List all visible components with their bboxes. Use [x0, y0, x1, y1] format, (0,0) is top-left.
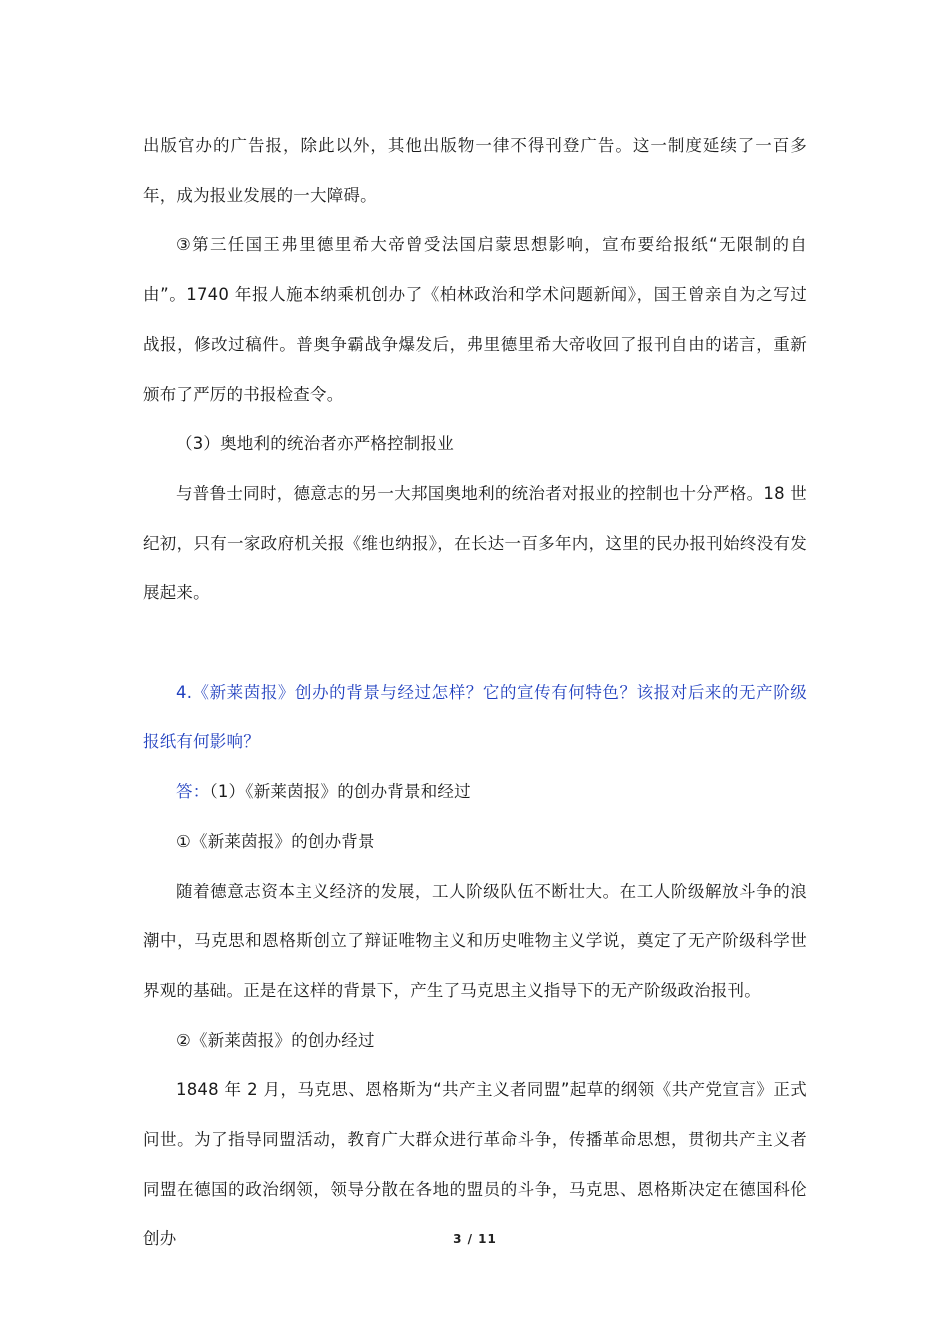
answer-heading: [143, 767, 807, 817]
subheading-founding: ②《新莱茵报》的创办经过: [176, 1030, 375, 1050]
question-4: 4.《新莱茵报》创办的背景与经过怎样？它的宣传有何特色？该报对后来的无产阶级报纸有何影响？: [143, 682, 807, 752]
section-heading-austria: （3）奥地利的统治者亦严格控制报业: [176, 434, 454, 454]
subheading-background: ①《新莱茵报》的创办背景: [176, 831, 375, 851]
page-content: [143, 121, 807, 1264]
spacer: [143, 618, 807, 668]
paragraph-founding: 1848 年 2 月，马克思、恩格斯为“共产主义者同盟”起草的纲领《共产党宣言》正式问世。为了指导同盟活动，教育广大群众进行革命斗争，传播革命思想，贯彻共产主义者同盟在德国的政治纲领，领导分散在各地的盟员的斗争，马克思、恩格斯决定在德国科伦创办: [143, 1080, 807, 1249]
paragraph-frederick-the-great: ③第三任国王弗里德里希大帝曾受法国启蒙思想影响，宣布要给报纸“无限制的自由”。1740 年报人施本纳乘机创办了《柏林政治和学术问题新闻》，国王曾亲自为之写过战报，修改过稿件。普奥争霸战争爆发后，弗里德里希大帝收回了报刊自由的诺言，重新颁布了严厉的书报检查令。: [143, 235, 807, 404]
paragraph-austria-press: 与普鲁士同时，德意志的另一大邦国奥地利的统治者对报业的控制也十分严格。18 世纪初，只有一家政府机关报《维也纳报》，在长达一百多年内，这里的民办报刊始终没有发展起来。: [143, 483, 807, 603]
answer-heading-text: （1）《新莱茵报》的创办背景和经过: [209, 782, 471, 802]
page-number: 3 / 11: [453, 1232, 497, 1246]
answer-label: 答：: [176, 782, 210, 802]
paragraph-advertising-ban: 出版官办的广告报，除此以外，其他出版物一律不得刊登广告。这一制度延续了一百多年，成为报业发展的一大障碍。: [143, 136, 807, 205]
paragraph-background: 随着德意志资本主义经济的发展，工人阶级队伍不断壮大。在工人阶级解放斗争的浪潮中，马克思和恩格斯创立了辩证唯物主义和历史唯物主义学说，奠定了无产阶级科学世界观的基础。正是在这样的背景下，产生了马克思主义指导下的无产阶级政治报刊。: [143, 881, 807, 1000]
